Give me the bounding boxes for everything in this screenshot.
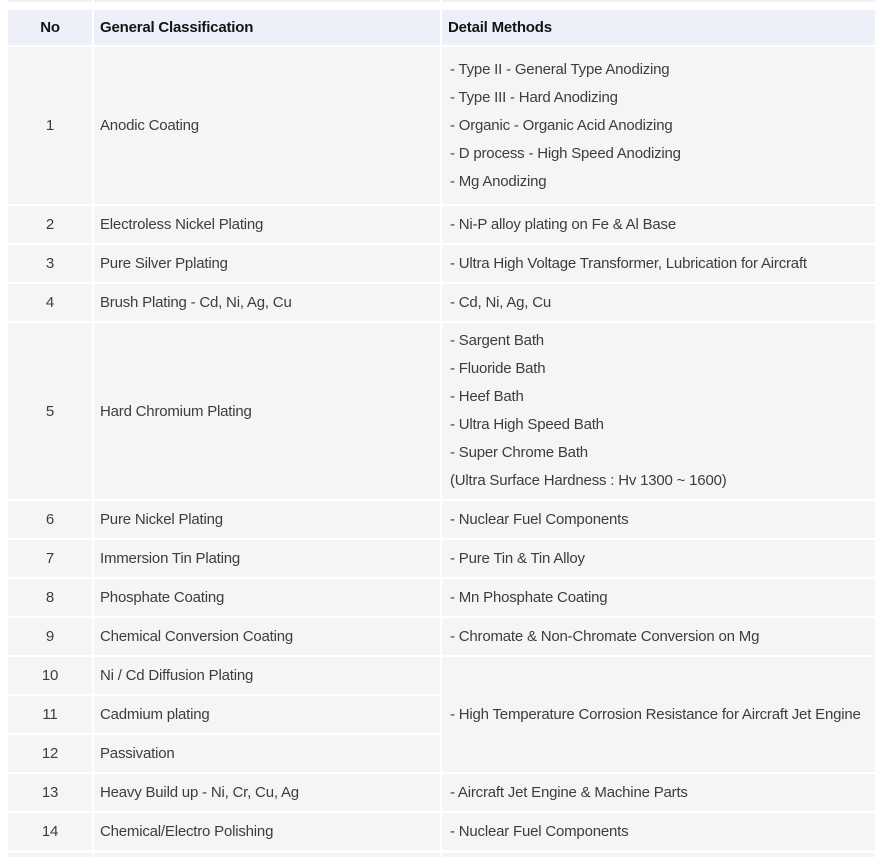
method-line: - Sargent Bath: [450, 332, 544, 349]
cell-methods: - Chromate & Non-Chromate Conversion on Mg: [442, 618, 875, 655]
cell-classification: Electroless Nickel Plating: [94, 206, 440, 243]
method-line: - Organic - Organic Acid Anodizing: [450, 116, 673, 134]
header-row: [8, 10, 875, 45]
table-row: [8, 206, 875, 243]
cell-classification: Cadmium plating: [94, 696, 440, 733]
method-line: - Type II - General Type Anodizing: [450, 60, 670, 78]
cell-methods: [442, 323, 875, 499]
cell-classification: Immersion Tin Plating: [94, 540, 440, 577]
cell-classification: Pure Silver Pplating: [94, 245, 440, 282]
cell-methods: - Pure Tin & Tin Alloy: [442, 540, 875, 577]
table-row: [8, 774, 875, 811]
cell-methods: - Mn Phosphate Coating: [442, 579, 875, 616]
cell-no: 8: [8, 579, 92, 616]
method-line: - D process - High Speed Anodizing: [450, 144, 681, 162]
classification-table: [6, 8, 877, 852]
cell-methods: - Nuclear Fuel Components: [442, 501, 875, 538]
strip-segment: [442, 853, 875, 857]
column-header-no: No: [8, 10, 92, 45]
cell-classification: Hard Chromium Plating: [94, 323, 440, 499]
method-line: - Super Chrome Bath: [450, 444, 588, 461]
cell-no: 4: [8, 284, 92, 321]
method-line: - Fluoride Bath: [450, 360, 546, 377]
cell-no: 5: [8, 323, 92, 499]
cell-classification: Phosphate Coating: [94, 579, 440, 616]
cell-methods: - Aircraft Jet Engine & Machine Parts: [442, 774, 875, 811]
method-line: - Ultra High Speed Bath: [450, 416, 604, 433]
method-line: - Type III - Hard Anodizing: [450, 88, 618, 106]
table-header: [8, 10, 875, 45]
table-row: [8, 579, 875, 616]
method-line: - Mg Anodizing: [450, 172, 547, 190]
cell-methods: [442, 47, 875, 204]
table-row: [8, 323, 875, 499]
table-row: [8, 618, 875, 655]
cropped-row-strip-top: [8, 0, 875, 2]
cell-no: 14: [8, 813, 92, 850]
column-header-detail-methods: Detail Methods: [442, 10, 875, 45]
cell-methods: - Nuclear Fuel Components: [442, 813, 875, 850]
strip-segment: [94, 0, 440, 2]
cell-classification: Chemical/Electro Polishing: [94, 813, 440, 850]
cell-methods: - Cd, Ni, Ag, Cu: [442, 284, 875, 321]
strip-segment: [94, 853, 440, 857]
cell-classification: Anodic Coating: [94, 47, 440, 204]
cell-classification: Chemical Conversion Coating: [94, 618, 440, 655]
strip-segment: [442, 0, 875, 2]
table-row: [8, 47, 875, 204]
table-row: [8, 501, 875, 538]
strip-segment: [8, 853, 92, 857]
method-line: (Ultra Surface Hardness : Hv 1300 ~ 1600): [450, 472, 727, 489]
cell-classification: Ni / Cd Diffusion Plating: [94, 657, 440, 694]
cell-methods: - Ni-P alloy plating on Fe & Al Base: [442, 206, 875, 243]
column-header-general-classification: General Classification: [94, 10, 440, 45]
cell-no: 7: [8, 540, 92, 577]
cell-classification: Heavy Build up - Ni, Cr, Cu, Ag: [94, 774, 440, 811]
table-row: [8, 284, 875, 321]
cell-no: 6: [8, 501, 92, 538]
table-row: [8, 657, 875, 694]
cell-no: 13: [8, 774, 92, 811]
strip-segment: [8, 0, 92, 2]
cell-no: 11: [8, 696, 92, 733]
method-line: - Heef Bath: [450, 388, 524, 405]
table-row: [8, 813, 875, 850]
cell-methods: - Ultra High Voltage Transformer, Lubrication for Aircraft: [442, 245, 875, 282]
cell-no: 2: [8, 206, 92, 243]
cropped-row-strip-bottom: [8, 853, 875, 857]
cell-no: 3: [8, 245, 92, 282]
cell-classification: Passivation: [94, 735, 440, 772]
cell-no: 1: [8, 47, 92, 204]
table-body: [8, 47, 875, 850]
cell-no: 12: [8, 735, 92, 772]
cell-methods-merged: - High Temperature Corrosion Resistance for Aircraft Jet Engine: [442, 657, 875, 772]
table-row: [8, 540, 875, 577]
cell-classification: Pure Nickel Plating: [94, 501, 440, 538]
cell-no: 9: [8, 618, 92, 655]
cell-classification: Brush Plating - Cd, Ni, Ag, Cu: [94, 284, 440, 321]
cell-no: 10: [8, 657, 92, 694]
table-row: [8, 245, 875, 282]
